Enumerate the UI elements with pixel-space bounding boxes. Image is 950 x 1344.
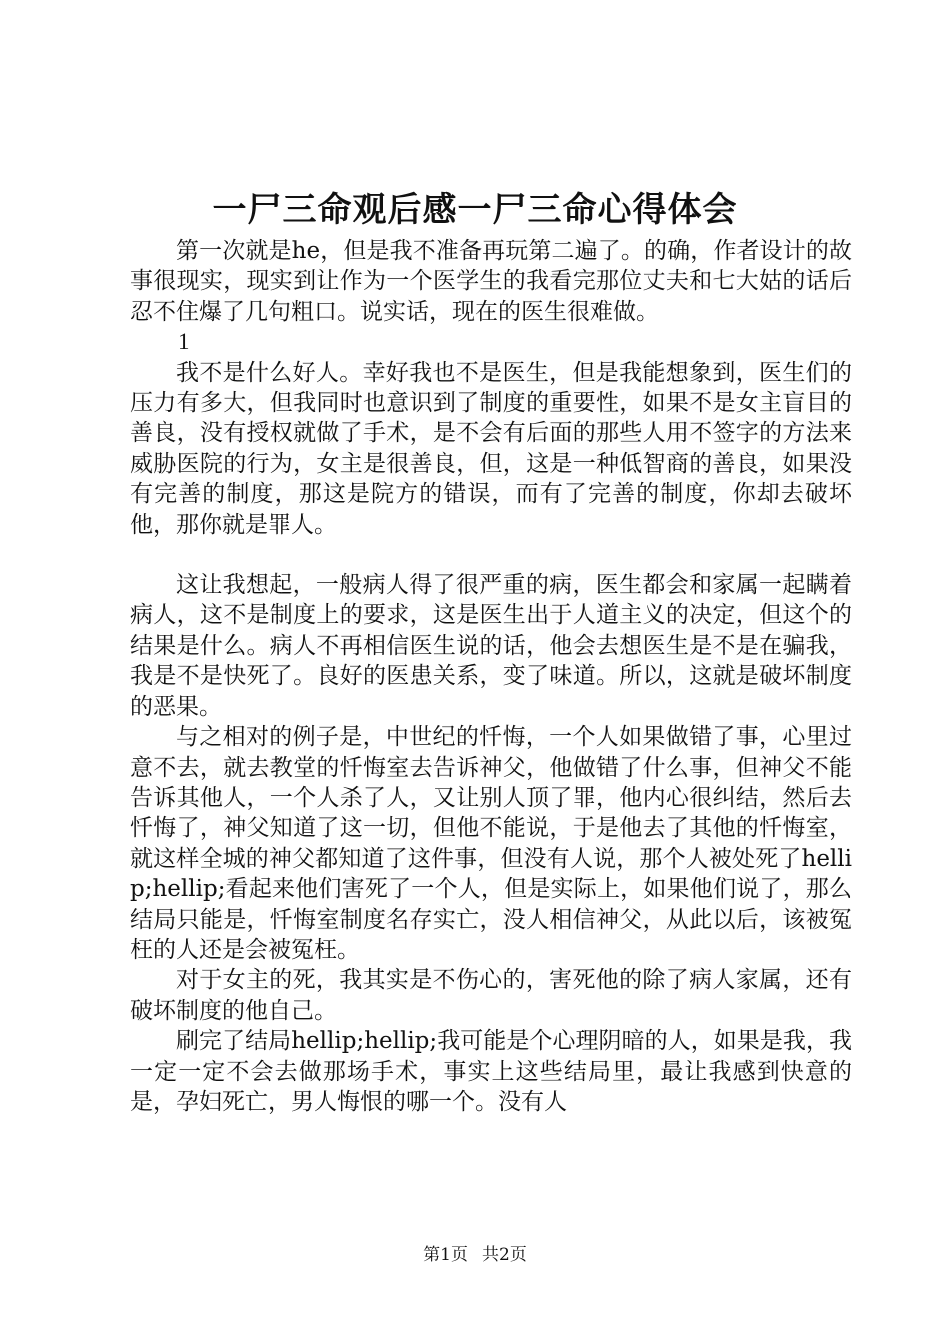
document-body <box>130 236 852 1117</box>
paragraph-1: 第一次就是he，但是我不准备再玩第二遍了。的确，作者设计的故事很现实，现实到让作为一个医学生的我看完那位丈夫和七大姑的话后忍不住爆了几句粗口。说实话，现在的医生很难做。 <box>130 238 852 325</box>
page-footer <box>0 1243 950 1267</box>
paragraph-6: 刷完了结局hellip;hellip;我可能是个心理阴暗的人，如果是我，我一定一定不会去做那场手术，事实上这些结局里，最让我感到快意的是，孕妇死亡，男人悔恨的哪一个。没有人 <box>130 1028 852 1115</box>
paragraph-5: 对于女主的死，我其实是不伤心的，害死他的除了病人家属，还有破坏制度的他自己。 <box>130 967 852 1024</box>
paragraph-2: 我不是什么好人。幸好我也不是医生，但是我能想象到，医生们的压力有多大，但我同时也意识到了制度的重要性，如果不是女主盲目的善良，没有授权就做了手术，是不会有后面的那些人用不签字的方法来威胁医院的行为，女主是很善良，但，这是一种低智商的善良，如果没有完善的制度，那这是院方的错误，而有了完善的制度，你却去破坏他，那你就是罪人。 <box>130 359 852 538</box>
document-title: 一尸三命观后感一尸三命心得体会 <box>212 190 738 230</box>
total-pages-label: 共2页 <box>482 1245 527 1265</box>
paragraph-3: 这让我想起，一般病人得了很严重的病，医生都会和家属一起瞒着病人，这不是制度上的要求，这是医生出于人道主义的决定，但这个的结果是什么。病人不再相信医生说的话，他会去想医生是不是在骗我，我是不是快死了。良好的医患关系，变了味道。所以，这就是破坏制度的恶果。 <box>130 572 852 720</box>
page-marker: 1 <box>178 329 190 355</box>
paragraph-4: 与之相对的例子是，中世纪的忏悔，一个人如果做错了事，心里过意不去，就去教堂的忏悔室去告诉神父，他做错了什么事，但神父不能告诉其他人，一个人杀了人，又让别人顶了罪，他内心很纠结，然后去忏悔了，神父知道了这一切，但他不能说，于是他去了其他的忏悔室，就这样全城的神父都知道了这件事，但没有人说，那个人被处死了hellip;hellip;看起来他们害死了一个人，但是实际上，如果他们说了，那么结局只能是，忏悔室制度名存实亡，没人相信神父，从此以后，该被冤枉的人还是会被冤枉。 <box>130 724 852 963</box>
page-number-label: 第1页 <box>423 1245 468 1265</box>
